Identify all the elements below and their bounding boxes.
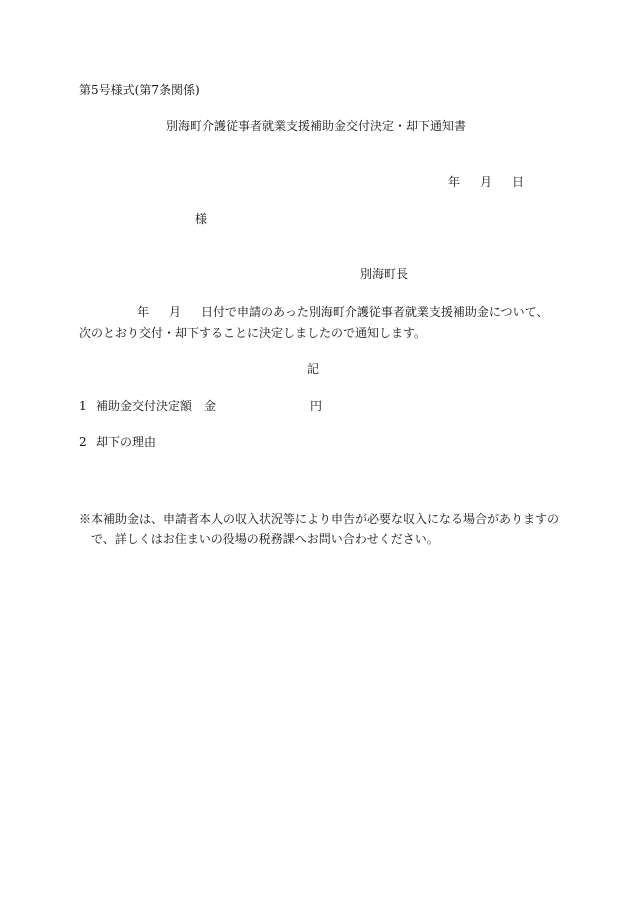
form-number: 第5号様式(第7条関係) (79, 83, 200, 97)
item-rejection-reason (79, 434, 156, 450)
note-line-2: で、詳しくはお住まいの役場の税務課へお問い合わせください。 (91, 532, 439, 546)
item-number: 2 (79, 435, 87, 449)
date-year-label: 年 (448, 175, 461, 189)
document-title: 別海町介護従事者就業支援補助金交付決定・却下通知書 (166, 119, 467, 133)
issuer-name: 別海町長 (360, 267, 409, 281)
item-label: 補助金交付決定額 (96, 399, 193, 413)
amount-unit: 円 (310, 399, 323, 413)
note-line-1: ※本補助金は、申請者本人の収入状況等により申告が必要な収入になる場合がありますの (79, 512, 560, 526)
ki-heading: 記 (307, 362, 320, 376)
item-number: 1 (79, 399, 87, 413)
date-line (448, 174, 524, 190)
body-line-1 (137, 304, 548, 320)
item-grant-amount (79, 398, 322, 414)
addressee-suffix: 様 (195, 212, 208, 226)
date-month-label: 月 (480, 175, 493, 189)
item-label: 却下の理由 (96, 435, 157, 449)
date-day-label: 日 (512, 175, 525, 189)
body-line-1-text: 日付で申請のあった別海町介護従事者就業支援補助金について、 (201, 305, 549, 319)
body-year-label: 年 (137, 305, 150, 319)
amount-prefix: 金 (204, 399, 217, 413)
body-line-2: 次のとおり交付・却下することに決定しましたので通知します。 (79, 326, 427, 340)
body-month-label: 月 (169, 305, 182, 319)
